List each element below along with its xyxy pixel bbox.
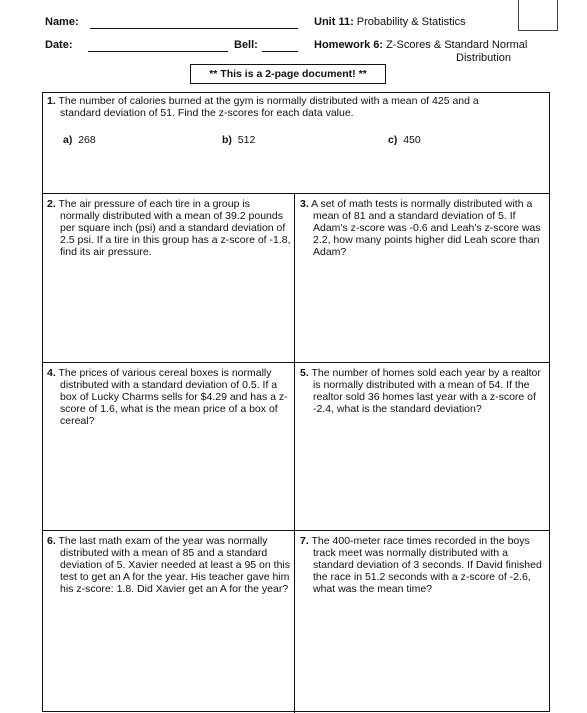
part-a [63, 134, 96, 146]
part-value: 268 [78, 134, 96, 146]
question-3 [300, 198, 544, 258]
column-divider [294, 193, 295, 713]
unit-title [314, 16, 466, 28]
score-box [518, 0, 558, 31]
row-divider [42, 530, 550, 531]
part-label: a) [63, 134, 73, 146]
homework-title [314, 39, 527, 51]
question-number: 1. [47, 95, 56, 107]
row-divider [42, 362, 550, 363]
part-label: b) [222, 134, 232, 146]
question-number: 4. [47, 367, 56, 379]
question-number: 2. [47, 198, 56, 210]
question-2 [47, 198, 291, 258]
question-1 [47, 95, 517, 119]
bell-label: Bell: [234, 39, 258, 51]
question-number: 7. [300, 535, 309, 547]
question-6 [47, 535, 291, 595]
date-field[interactable] [88, 51, 228, 52]
homework-number: Homework 6: [314, 39, 384, 51]
part-value: 450 [403, 134, 421, 146]
part-value: 512 [237, 134, 256, 146]
unit-number: Unit 11: [314, 16, 354, 28]
question-number: 6. [47, 535, 56, 547]
two-page-notice: ** This is a 2-page document! ** [190, 64, 386, 84]
name-label: Name: [45, 16, 79, 28]
part-c [388, 134, 421, 146]
question-4 [47, 367, 291, 427]
question-text: The number of calories burned at the gym is normally distributed with a mean of 425 and a standard deviation of 51. Find the z-scores for each data value. [58, 95, 479, 119]
question-text: The number of homes sold each year by a realtor is normally distributed with a mean of 54. If the realtor sold 36 homes last year with a z-score of -2.4, what is the standard deviation? [311, 367, 541, 415]
question-text: The prices of various cereal boxes is normally distributed with a standard deviation of 0.5. If a box of Lucky Charms sells for $4.29 and has a z-score of 1.6, what is the mean price of a box of cereal? [58, 367, 288, 427]
date-label: Date: [45, 39, 73, 51]
question-5 [300, 367, 544, 415]
bell-field[interactable] [262, 51, 298, 52]
part-label: c) [388, 134, 398, 146]
row-divider [42, 193, 550, 194]
homework-name-line2: Distribution [456, 52, 512, 64]
part-b [222, 134, 255, 146]
question-text: The 400-meter race times recorded in the boys track meet was normally distributed with a standard deviation of 3 seconds. If David finished the race in 51.2 seconds with a z-score of -2.6, what was the mean time? [311, 535, 542, 595]
question-text: A set of math tests is normally distributed with a mean of 81 and a standard deviation of 5. If Adam's z-score was -0.6 and Leah's z-score was 2.2, how many points higher did Leah score than Adam? [311, 198, 541, 258]
unit-name: Probability & Statistics [356, 16, 466, 28]
question-number: 5. [300, 367, 309, 379]
question-7 [300, 535, 546, 595]
name-field[interactable] [90, 28, 298, 29]
homework-name: Z-Scores & Standard Normal [386, 39, 528, 51]
question-text: The air pressure of each tire in a group is normally distributed with a mean of 39.2 pounds per square inch (psi) and a standard deviation of 2.5 psi. If a tire in this group has a z-score of -1.8, find its air pressure. [58, 198, 291, 258]
question-number: 3. [300, 198, 309, 210]
question-text: The last math exam of the year was normally distributed with a mean of 85 and a standard deviation of 5. Xavier needed at least a 95 on this test to get an A for the year. His teacher gave him his z-score: 1.8. Did Xavier get an A for the year? [58, 535, 290, 595]
